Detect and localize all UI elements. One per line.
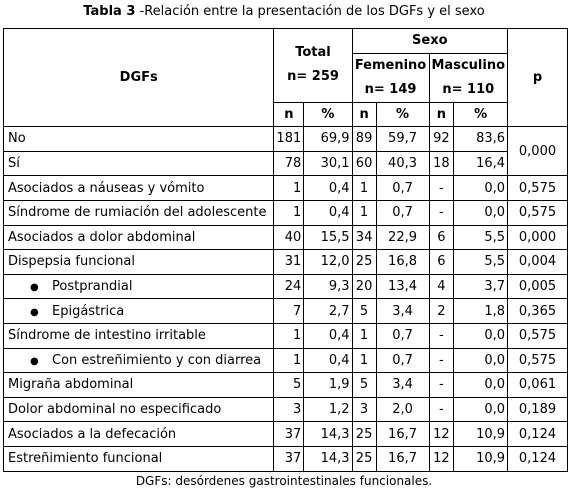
cell-p: 0,575: [508, 323, 568, 348]
cell-p: 0,004: [508, 250, 568, 275]
cell-masc-pct: 0,0: [454, 348, 508, 373]
cell-p: 0,124: [508, 422, 568, 447]
row-label-text: Epigástrica: [52, 303, 125, 319]
row-label-text: Postprandial: [52, 279, 133, 295]
cell-fem-count: 60: [352, 151, 376, 176]
cell-masc-pct: 1,8: [454, 299, 508, 324]
row-label-text: Asociados a dolor abdominal: [8, 229, 196, 245]
header-masc-pct: %: [454, 102, 508, 127]
cell-masc-count: 92: [429, 127, 454, 152]
cell-fem-pct: 0,7: [376, 348, 429, 373]
cell-p: 0,124: [508, 446, 568, 471]
cell-p: 0,365: [508, 299, 568, 324]
header-p: p: [508, 29, 568, 127]
cell-total-count: 78: [274, 151, 304, 176]
cell-masc-pct: 83,6: [454, 127, 508, 152]
cell-total-count: 181: [274, 127, 304, 152]
cell-fem-count: 1: [352, 200, 376, 225]
row-label-text: Con estreñimiento y con diarrea: [52, 352, 262, 368]
cell-fem-count: 3: [352, 397, 376, 422]
cell-fem-pct: 16,7: [376, 446, 429, 471]
header-fem-pct: %: [376, 102, 429, 127]
cell-masc-count: 12: [429, 422, 454, 447]
cell-fem-pct: 0,7: [376, 323, 429, 348]
cell-p: 0,189: [508, 397, 568, 422]
cell-p: 0,575: [508, 176, 568, 201]
table-row: [4, 373, 568, 398]
header-femenino-n: n= 149: [364, 81, 417, 97]
row-label: [4, 323, 274, 348]
header-femenino-label: Femenino: [354, 57, 427, 73]
cell-masc-pct: 0,0: [454, 200, 508, 225]
cell-total-count: 37: [274, 422, 304, 447]
cell-total-count: 1: [274, 323, 304, 348]
row-label: [4, 151, 274, 176]
cell-fem-pct: 3,4: [376, 299, 429, 324]
cell-masc-count: 6: [429, 225, 454, 250]
cell-total-count: 1: [274, 176, 304, 201]
cell-total-pct: 30,1: [304, 151, 352, 176]
caption-text: -Relación entre la presentación de los DGFs y el sexo: [135, 4, 485, 19]
header-total-label: Total: [295, 45, 331, 61]
cell-fem-pct: 0,7: [376, 200, 429, 225]
cell-fem-pct: 16,7: [376, 422, 429, 447]
table-row: [4, 397, 568, 422]
cell-masc-pct: 5,5: [454, 250, 508, 275]
table-row: [4, 250, 568, 275]
row-label: [4, 373, 274, 398]
cell-masc-pct: 0,0: [454, 176, 508, 201]
cell-fem-pct: 22,9: [376, 225, 429, 250]
table-row: [4, 225, 568, 250]
header-total-pct: %: [304, 102, 352, 127]
table-row: [4, 274, 568, 299]
cell-fem-count: 25: [352, 446, 376, 471]
cell-masc-count: -: [429, 397, 454, 422]
cell-total-count: 24: [274, 274, 304, 299]
cell-masc-pct: 16,4: [454, 151, 508, 176]
row-label: [4, 225, 274, 250]
cell-total-count: 3: [274, 397, 304, 422]
bullet-icon: ●: [30, 306, 39, 318]
cell-total-pct: 12,0: [304, 250, 352, 275]
cell-total-count: 7: [274, 299, 304, 324]
row-label: [4, 422, 274, 447]
cell-masc-count: -: [429, 373, 454, 398]
row-label-text: No: [8, 131, 26, 147]
cell-masc-count: -: [429, 348, 454, 373]
row-label: [4, 397, 274, 422]
cell-p: 0,575: [508, 200, 568, 225]
table-row: [4, 200, 568, 225]
caption-bold: Tabla 3: [83, 4, 136, 19]
table-row: [4, 348, 568, 373]
cell-fem-pct: 16,8: [376, 250, 429, 275]
header-total: [274, 29, 352, 103]
row-label-text: Estreñimiento funcional: [8, 451, 163, 467]
cell-fem-count: 20: [352, 274, 376, 299]
cell-total-count: 31: [274, 250, 304, 275]
cell-fem-count: 34: [352, 225, 376, 250]
bullet-icon: ●: [30, 282, 39, 294]
table-body: [4, 127, 568, 471]
data-table: [3, 28, 568, 472]
table-row: [4, 323, 568, 348]
cell-masc-count: 2: [429, 299, 454, 324]
header-masc-count: n: [429, 102, 454, 127]
cell-total-pct: 2,7: [304, 299, 352, 324]
header-masculino-label: Masculino: [431, 57, 506, 73]
row-label: [4, 250, 274, 275]
cell-fem-count: 1: [352, 348, 376, 373]
row-label: [4, 274, 274, 299]
cell-masc-count: 4: [429, 274, 454, 299]
cell-fem-count: 1: [352, 323, 376, 348]
cell-p: 0,061: [508, 373, 568, 398]
header-dgfs: DGFs: [4, 29, 274, 127]
header-masculino: [429, 53, 508, 102]
cell-masc-count: -: [429, 176, 454, 201]
cell-total-pct: 69,9: [304, 127, 352, 152]
cell-p: 0,000: [508, 225, 568, 250]
cell-total-pct: 14,3: [304, 446, 352, 471]
row-label-text: Síndrome de intestino irritable: [8, 328, 206, 344]
header-total-n: n= 259: [287, 69, 339, 85]
cell-total-pct: 1,9: [304, 373, 352, 398]
footnote: DGFs: desórdenes gastrointestinales funcionales.: [135, 474, 433, 488]
cell-masc-count: 18: [429, 151, 454, 176]
table-row: [4, 176, 568, 201]
cell-total-pct: 0,4: [304, 323, 352, 348]
cell-fem-count: 5: [352, 299, 376, 324]
cell-p: 0,005: [508, 274, 568, 299]
header-femenino: [352, 53, 429, 102]
row-label: [4, 446, 274, 471]
bullet-icon: ●: [30, 355, 39, 367]
table-row: [4, 127, 568, 152]
cell-total-count: 1: [274, 200, 304, 225]
cell-fem-pct: 0,7: [376, 176, 429, 201]
cell-total-pct: 0,4: [304, 176, 352, 201]
row-label-text: Migraña abdominal: [8, 377, 134, 393]
row-label-text: Dispepsia funcional: [8, 254, 135, 270]
table-row: [4, 151, 568, 176]
cell-fem-count: 89: [352, 127, 376, 152]
cell-total-pct: 14,3: [304, 422, 352, 447]
header-masculino-n: n= 110: [442, 81, 495, 97]
header-fem-count: n: [352, 102, 376, 127]
cell-masc-pct: 0,0: [454, 323, 508, 348]
table-caption: [0, 4, 568, 19]
cell-total-count: 37: [274, 446, 304, 471]
row-label-text: Síndrome de rumiación del adolescente: [8, 205, 267, 221]
cell-masc-count: 6: [429, 250, 454, 275]
row-label: [4, 200, 274, 225]
cell-masc-pct: 3,7: [454, 274, 508, 299]
cell-fem-pct: 2,0: [376, 397, 429, 422]
cell-total-pct: 0,4: [304, 200, 352, 225]
table-row: [4, 299, 568, 324]
cell-masc-pct: 10,9: [454, 422, 508, 447]
table-row: [4, 446, 568, 471]
header-sexo: Sexo: [352, 29, 507, 54]
cell-fem-pct: 40,3: [376, 151, 429, 176]
cell-masc-pct: 0,0: [454, 397, 508, 422]
cell-masc-count: 12: [429, 446, 454, 471]
cell-total-pct: 0,4: [304, 348, 352, 373]
cell-total-pct: 9,3: [304, 274, 352, 299]
row-label: [4, 127, 274, 152]
cell-total-count: 40: [274, 225, 304, 250]
row-label-text: Dolor abdominal no especificado: [8, 402, 222, 418]
cell-fem-count: 5: [352, 373, 376, 398]
cell-masc-pct: 10,9: [454, 446, 508, 471]
row-label-text: Sí: [8, 156, 20, 172]
cell-fem-count: 25: [352, 250, 376, 275]
row-label: [4, 299, 274, 324]
cell-masc-count: -: [429, 323, 454, 348]
cell-fem-pct: 3,4: [376, 373, 429, 398]
cell-total-pct: 15,5: [304, 225, 352, 250]
cell-fem-pct: 59,7: [376, 127, 429, 152]
cell-p: 0,000: [508, 127, 568, 176]
row-label-text: Asociados a la defecación: [8, 426, 177, 442]
cell-p: 0,575: [508, 348, 568, 373]
row-label: [4, 348, 274, 373]
cell-masc-count: -: [429, 200, 454, 225]
cell-fem-count: 1: [352, 176, 376, 201]
row-label: [4, 176, 274, 201]
row-label-text: Asociados a náuseas y vómito: [8, 180, 205, 196]
cell-total-count: 1: [274, 348, 304, 373]
cell-fem-count: 25: [352, 422, 376, 447]
cell-masc-pct: 0,0: [454, 373, 508, 398]
header-total-count: n: [274, 102, 304, 127]
cell-total-count: 5: [274, 373, 304, 398]
cell-total-pct: 1,2: [304, 397, 352, 422]
table-row: [4, 422, 568, 447]
cell-fem-pct: 13,4: [376, 274, 429, 299]
cell-masc-pct: 5,5: [454, 225, 508, 250]
